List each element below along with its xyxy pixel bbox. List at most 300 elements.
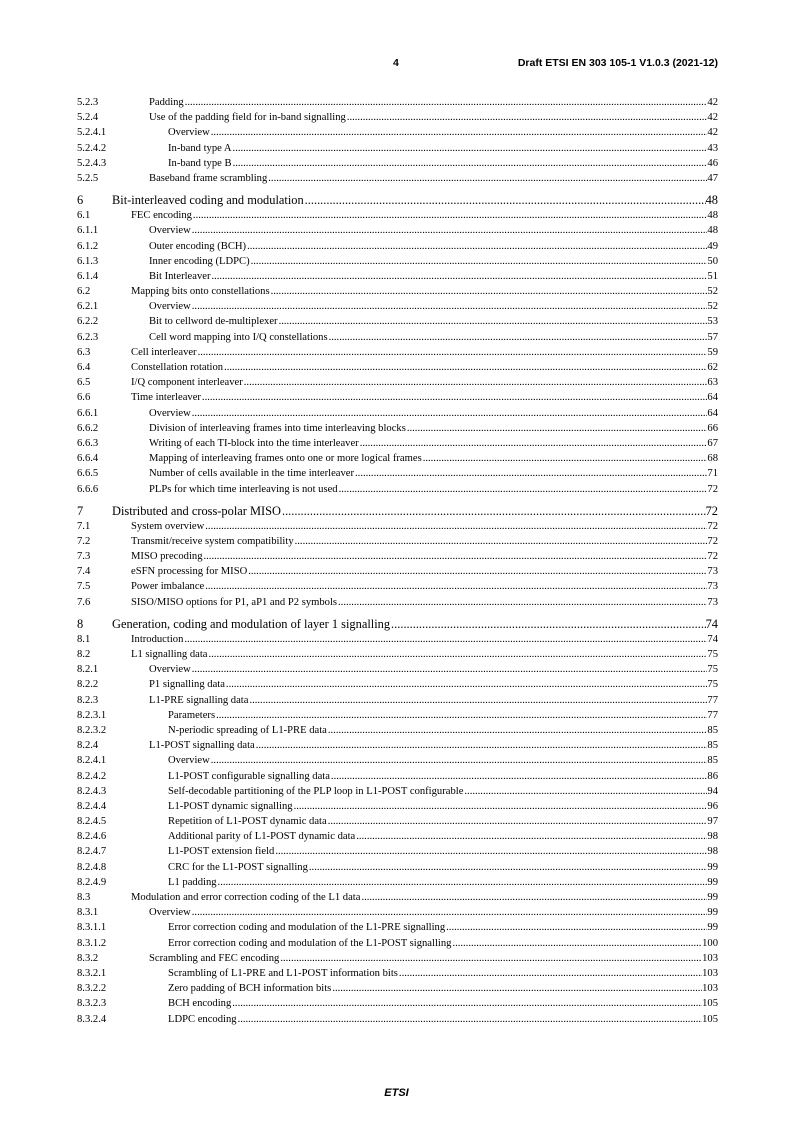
toc-page-number: 71 xyxy=(707,468,718,480)
toc-section-title: CRC for the L1-POST signalling xyxy=(168,861,308,873)
toc-entry[interactable] xyxy=(77,223,718,238)
toc-section-number: 6.2.1 xyxy=(77,301,99,313)
toc-section-title: BCH encoding xyxy=(168,998,232,1010)
toc-section-number: 6.2.3 xyxy=(77,331,99,343)
toc-page-number: 99 xyxy=(707,892,718,903)
toc-dot-leader xyxy=(192,406,708,421)
toc-page-number: 42 xyxy=(707,112,718,124)
toc-section-number: 6 xyxy=(77,193,84,208)
toc-section-title: Inner encoding (LDPC) xyxy=(149,255,250,267)
toc-page-number: 73 xyxy=(707,566,718,578)
toc-section-number: 6.6.4 xyxy=(77,453,99,465)
toc-entry[interactable] xyxy=(77,579,718,594)
toc-dot-leader xyxy=(338,595,707,610)
toc-dot-leader xyxy=(331,769,707,784)
toc-page-number: 68 xyxy=(707,453,718,465)
toc-section-title: Division of interleaving frames into time interleaving blocks xyxy=(149,422,406,434)
toc-section-number: 8.2 xyxy=(77,649,91,660)
toc-entry[interactable] xyxy=(77,549,718,564)
toc-section-title: Parameters xyxy=(168,709,216,721)
toc-section-number: 8.2.4.8 xyxy=(77,861,107,873)
toc-entry[interactable] xyxy=(77,421,718,436)
toc-section-number: 6.6.5 xyxy=(77,468,99,480)
toc-page-number: 66 xyxy=(707,422,718,434)
toc-dot-leader xyxy=(192,662,708,677)
toc-page-number: 57 xyxy=(707,331,718,343)
toc-page-number: 43 xyxy=(707,142,718,154)
toc-dot-leader xyxy=(249,693,707,708)
toc-section-title: Number of cells available in the time interleaver xyxy=(149,468,355,480)
toc-section-title: SISO/MISO options for P1, aP1 and P2 symbols xyxy=(131,596,338,608)
toc-section-title: Zero padding of BCH information bits xyxy=(168,983,332,995)
toc-dot-leader xyxy=(452,936,702,951)
toc-section-number: 6.1.4 xyxy=(77,270,99,282)
toc-section-number: 8.2.4.5 xyxy=(77,816,107,828)
toc-dot-leader xyxy=(329,330,708,345)
toc-section-title: Cell interleaver xyxy=(131,346,197,358)
toc-dot-leader xyxy=(232,996,702,1011)
toc-page-number: 52 xyxy=(707,286,718,298)
toc-section-title: Scrambling and FEC encoding xyxy=(149,952,280,964)
toc-entry[interactable] xyxy=(77,156,718,171)
toc-entry[interactable] xyxy=(77,769,718,784)
toc-section-title: Overview xyxy=(149,301,191,313)
toc-page-number: 105 xyxy=(702,998,718,1010)
toc-page-number: 52 xyxy=(707,301,718,313)
toc-dot-leader xyxy=(192,223,708,238)
toc-dot-leader xyxy=(233,141,708,156)
toc-section-title: FEC encoding xyxy=(131,210,192,222)
toc-dot-leader xyxy=(280,951,702,966)
toc-entry[interactable] xyxy=(77,110,718,125)
toc-section-title: I/Q component interleaver xyxy=(131,377,243,389)
toc-section-title: Scrambling of L1-PRE and L1-POST information bits xyxy=(168,967,398,979)
toc-section-title: Error correction coding and modulation of the L1-POST signalling xyxy=(168,937,452,949)
toc-entry[interactable] xyxy=(77,466,718,481)
toc-entry[interactable] xyxy=(77,632,718,647)
toc-dot-leader xyxy=(275,844,707,859)
toc-entry[interactable] xyxy=(77,723,718,738)
toc-entry[interactable] xyxy=(77,171,718,186)
toc-page-number: 42 xyxy=(707,127,718,139)
toc-section-title: Padding xyxy=(149,97,184,108)
toc-section-number: 5.2.4.3 xyxy=(77,157,107,169)
toc-section-number: 8.3.2.2 xyxy=(77,983,107,995)
toc-page-number: 48 xyxy=(707,210,718,222)
toc-dot-leader xyxy=(391,616,706,632)
toc-entry[interactable] xyxy=(77,738,718,753)
toc-page-number: 72 xyxy=(707,520,718,532)
toc-entry[interactable] xyxy=(77,890,718,905)
toc-page-number: 77 xyxy=(707,709,718,721)
toc-section-number: 8.3.1.1 xyxy=(77,922,107,934)
toc-entry[interactable] xyxy=(77,269,718,284)
toc-dot-leader xyxy=(446,920,707,935)
toc-entry[interactable] xyxy=(77,564,718,579)
toc-dot-leader xyxy=(244,375,708,390)
toc-section-title: Bit Interleaver xyxy=(149,270,211,282)
toc-section-title: Time interleaver xyxy=(131,392,201,404)
toc-page-number: 62 xyxy=(707,362,718,373)
toc-section-title: Generation, coding and modulation of layer 1 signalling xyxy=(112,616,391,631)
toc-section-title: L1-POST extension field xyxy=(168,846,275,858)
toc-section-number: 6.1 xyxy=(77,210,91,222)
toc-section-title: N-periodic spreading of L1-PRE data xyxy=(168,724,327,736)
toc-entry[interactable] xyxy=(77,375,718,390)
toc-entry[interactable] xyxy=(77,905,718,920)
toc-page-number: 53 xyxy=(707,316,718,328)
toc-entry[interactable] xyxy=(77,239,718,254)
toc-section-number: 8.2.4.2 xyxy=(77,770,107,782)
toc-dot-leader xyxy=(248,564,707,579)
toc-entry[interactable] xyxy=(77,662,718,677)
toc-entry[interactable] xyxy=(77,345,718,360)
toc-entry[interactable] xyxy=(77,951,718,966)
toc-dot-leader xyxy=(294,799,708,814)
toc-entry[interactable] xyxy=(77,693,718,708)
toc-section-number: 7 xyxy=(77,503,84,518)
toc-page-number: 85 xyxy=(707,755,718,767)
toc-section-title: Modulation and error correction coding of the L1 data xyxy=(131,892,361,903)
toc-section-title: P1 signalling data xyxy=(149,679,225,691)
toc-section-title: LDPC encoding xyxy=(168,1013,237,1025)
toc-dot-leader xyxy=(328,723,708,738)
toc-section-title: Overview xyxy=(149,664,191,676)
toc-section-title: Writing of each TI-block into the time interleaver xyxy=(149,437,359,449)
toc-section-number: 7.6 xyxy=(77,596,91,608)
toc-entry[interactable] xyxy=(77,284,718,299)
toc-section-title: Overview xyxy=(168,127,210,139)
toc-page-number: 85 xyxy=(707,740,718,752)
toc-entry[interactable] xyxy=(77,1012,718,1027)
toc-dot-leader xyxy=(282,503,706,519)
toc-section-title: eSFN processing for MISO xyxy=(131,566,248,578)
toc-section-number: 6.1.3 xyxy=(77,255,99,267)
toc-entry[interactable] xyxy=(77,360,718,375)
toc-section-title: Use of the padding field for in-band signalling xyxy=(149,112,346,124)
toc-page-number: 64 xyxy=(707,392,718,404)
toc-section-number: 8.3.2 xyxy=(77,952,99,964)
toc-dot-leader xyxy=(211,125,708,140)
page-number: 4 xyxy=(393,57,399,69)
toc-entry[interactable] xyxy=(77,647,718,662)
toc-section-title: Overview xyxy=(149,907,191,919)
toc-section-number: 6.2.2 xyxy=(77,316,99,328)
toc-dot-leader xyxy=(268,171,707,186)
toc-page-number: 99 xyxy=(707,876,718,888)
toc-section-number: 6.6.1 xyxy=(77,407,99,419)
toc-page-number: 97 xyxy=(707,816,718,828)
toc-page-number: 100 xyxy=(702,937,718,949)
toc-section-title: Additional parity of L1-POST dynamic data xyxy=(168,831,356,843)
toc-section-title: System overview xyxy=(131,520,205,532)
toc-dot-leader xyxy=(361,890,707,905)
toc-dot-leader xyxy=(251,254,708,269)
toc-entry[interactable] xyxy=(77,451,718,466)
toc-section-title: L1-POST configurable signalling data xyxy=(168,770,330,782)
toc-entry[interactable] xyxy=(77,390,718,405)
toc-page-number: 51 xyxy=(707,270,718,282)
toc-section-title: Transmit/receive system compatibility xyxy=(131,535,294,547)
toc-dot-leader xyxy=(464,784,707,799)
toc-section-number: 8.3.1.2 xyxy=(77,937,107,949)
toc-section-number: 8.2.1 xyxy=(77,664,99,676)
toc-entry[interactable] xyxy=(77,784,718,799)
toc-section-number: 8.3.2.4 xyxy=(77,1013,107,1025)
toc-page-number: 72 xyxy=(707,551,718,563)
toc-section-number: 7.5 xyxy=(77,581,91,593)
toc-page-number: 94 xyxy=(707,785,718,797)
toc-dot-leader xyxy=(192,905,708,920)
toc-entry[interactable] xyxy=(77,844,718,859)
toc-section-title: Outer encoding (BCH) xyxy=(149,240,247,252)
toc-entry[interactable] xyxy=(77,814,718,829)
toc-section-number: 8.2.3.1 xyxy=(77,709,107,721)
toc-page-number: 86 xyxy=(707,770,718,782)
toc-section-number: 8.2.4.7 xyxy=(77,846,107,858)
toc-page-number: 105 xyxy=(702,1013,718,1025)
toc-section-title: L1-POST dynamic signalling xyxy=(168,800,293,812)
toc-entry[interactable] xyxy=(77,595,718,610)
toc-page-number: 72 xyxy=(707,483,718,495)
toc-dot-leader xyxy=(279,314,708,329)
toc-dot-leader xyxy=(271,284,708,299)
toc-entry[interactable] xyxy=(77,829,718,844)
toc-page-number: 99 xyxy=(707,861,718,873)
document-id: Draft ETSI EN 303 105-1 V1.0.3 (2021-12) xyxy=(517,57,718,69)
toc-section-title: In-band type A xyxy=(168,142,232,154)
toc-section-title: Introduction xyxy=(131,633,184,645)
toc-dot-leader xyxy=(205,579,707,594)
toc-page-number: 49 xyxy=(707,240,718,252)
toc-dot-leader xyxy=(332,981,702,996)
toc-dot-leader xyxy=(204,549,708,564)
toc-page-number: 75 xyxy=(707,649,718,660)
toc-dot-leader xyxy=(355,466,707,481)
toc-section-title: Error correction coding and modulation of the L1-PRE signalling xyxy=(168,922,446,934)
toc-section-title: Self-decodable partitioning of the PLP loop in L1-POST configurable xyxy=(168,785,464,797)
toc-section-number: 8.3.2.1 xyxy=(77,967,107,979)
toc-page-number: 103 xyxy=(702,967,718,979)
toc-dot-leader xyxy=(216,708,707,723)
toc-section-title: L1 signalling data xyxy=(131,649,208,660)
toc-entry[interactable] xyxy=(77,330,718,345)
toc-section-number: 7.4 xyxy=(77,566,91,578)
toc-section-title: MISO precoding xyxy=(131,551,203,563)
toc-page-number: 74 xyxy=(707,633,718,645)
toc-section-title: Power imbalance xyxy=(131,581,205,593)
toc-section-number: 5.2.3 xyxy=(77,97,99,108)
toc-section-title: In-band type B xyxy=(168,157,232,169)
toc-section-number: 8.2.3 xyxy=(77,694,99,706)
toc-dot-leader xyxy=(339,482,708,497)
toc-section-title: Constellation rotation xyxy=(131,362,224,373)
toc-section-title: Overview xyxy=(149,407,191,419)
toc-page-number: 75 xyxy=(707,679,718,691)
toc-entry[interactable] xyxy=(77,519,718,534)
toc-entry[interactable] xyxy=(77,920,718,935)
toc-section-number: 8.2.4.3 xyxy=(77,785,107,797)
toc-page-number: 99 xyxy=(707,922,718,934)
toc-page-number: 98 xyxy=(707,846,718,858)
toc-entry[interactable] xyxy=(77,534,718,549)
toc-section-number: 5.2.4 xyxy=(77,112,99,124)
toc-dot-leader xyxy=(247,239,707,254)
toc-page-number: 96 xyxy=(707,800,718,812)
toc-entry[interactable] xyxy=(77,753,718,768)
toc-section-number: 5.2.4.1 xyxy=(77,127,107,139)
toc-dot-leader xyxy=(356,829,707,844)
toc-entry[interactable] xyxy=(77,966,718,981)
toc-page-number: 59 xyxy=(707,346,718,358)
toc-section-number: 8.2.2 xyxy=(77,679,99,691)
toc-dot-leader xyxy=(193,208,707,223)
toc-dot-leader xyxy=(224,360,707,375)
toc-dot-leader xyxy=(309,860,708,875)
toc-entry[interactable] xyxy=(77,192,718,208)
toc-section-title: Mapping bits onto constellations xyxy=(131,286,270,298)
table-of-contents xyxy=(77,95,718,1027)
toc-entry[interactable] xyxy=(77,254,718,269)
toc-entry[interactable] xyxy=(77,125,718,140)
toc-dot-leader xyxy=(205,519,707,534)
toc-dot-leader xyxy=(211,753,708,768)
toc-dot-leader xyxy=(423,451,708,466)
toc-section-number: 6.3 xyxy=(77,346,91,358)
toc-page-number: 64 xyxy=(707,407,718,419)
toc-section-number: 6.6.2 xyxy=(77,422,99,434)
toc-section-number: 6.2 xyxy=(77,286,91,298)
toc-section-title: Distributed and cross-polar MISO xyxy=(112,503,281,518)
toc-dot-leader xyxy=(360,436,708,451)
toc-entry[interactable] xyxy=(77,482,718,497)
toc-page-number: 99 xyxy=(707,907,718,919)
toc-page-number: 46 xyxy=(707,157,718,169)
toc-entry[interactable] xyxy=(77,141,718,156)
toc-section-number: 6.6 xyxy=(77,392,91,404)
toc-section-title: Cell word mapping into I/Q constellations xyxy=(149,331,328,343)
toc-entry[interactable] xyxy=(77,406,718,421)
toc-page-number: 73 xyxy=(707,596,718,608)
footer-etsi: ETSI xyxy=(384,1087,409,1099)
toc-section-number: 6.6.3 xyxy=(77,437,99,449)
toc-section-number: 6.1.2 xyxy=(77,240,99,252)
toc-entry[interactable] xyxy=(77,708,718,723)
toc-dot-leader xyxy=(185,95,708,110)
toc-section-number: 8 xyxy=(77,616,84,631)
toc-entry[interactable] xyxy=(77,677,718,692)
toc-dot-leader xyxy=(202,390,707,405)
toc-section-title: Overview xyxy=(149,225,191,237)
toc-section-number: 8.1 xyxy=(77,633,91,645)
toc-entry[interactable] xyxy=(77,616,718,632)
toc-page-number: 77 xyxy=(707,694,718,706)
toc-entry[interactable] xyxy=(77,996,718,1011)
toc-section-number: 6.4 xyxy=(77,362,91,373)
toc-entry[interactable] xyxy=(77,314,718,329)
toc-section-title: L1-PRE signalling data xyxy=(149,694,249,706)
toc-dot-leader xyxy=(238,1012,703,1027)
toc-dot-leader xyxy=(192,299,708,314)
toc-page-number: 98 xyxy=(707,831,718,843)
toc-page-number: 42 xyxy=(707,97,718,108)
toc-dot-leader xyxy=(407,421,708,436)
toc-section-number: 8.2.3.2 xyxy=(77,724,107,736)
toc-page-number: 103 xyxy=(702,983,718,995)
toc-section-title: Mapping of interleaving frames onto one or more logical frames xyxy=(149,453,422,465)
toc-section-title: Baseband frame scrambling xyxy=(149,172,268,184)
toc-section-number: 8.3.2.3 xyxy=(77,998,107,1010)
toc-page-number: 74 xyxy=(705,616,718,631)
toc-entry[interactable] xyxy=(77,436,718,451)
toc-section-number: 5.2.5 xyxy=(77,172,99,184)
toc-section-title: Bit-interleaved coding and modulation xyxy=(112,193,304,208)
toc-page-number: 48 xyxy=(705,193,718,208)
toc-section-title: PLPs for which time interleaving is not used xyxy=(149,483,338,495)
toc-section-title: Overview xyxy=(168,755,210,767)
toc-dot-leader xyxy=(399,966,702,981)
toc-dot-leader xyxy=(295,534,708,549)
toc-page-number: 73 xyxy=(707,581,718,593)
toc-section-number: 8.3 xyxy=(77,892,91,903)
toc-section-number: 7.1 xyxy=(77,520,91,532)
toc-entry[interactable] xyxy=(77,95,718,110)
toc-entry[interactable] xyxy=(77,875,718,890)
toc-entry[interactable] xyxy=(77,860,718,875)
toc-entry[interactable] xyxy=(77,208,718,223)
toc-entry[interactable] xyxy=(77,299,718,314)
toc-entry[interactable] xyxy=(77,936,718,951)
toc-section-title: L1 padding xyxy=(168,876,217,888)
toc-section-number: 8.2.4.1 xyxy=(77,755,107,767)
toc-page-number: 85 xyxy=(707,724,718,736)
toc-page-number: 67 xyxy=(707,437,718,449)
toc-section-number: 8.2.4.4 xyxy=(77,800,107,812)
toc-dot-leader xyxy=(347,110,708,125)
toc-page-number: 47 xyxy=(707,172,718,184)
toc-section-title: Bit to cellword de-multiplexer xyxy=(149,316,278,328)
toc-section-number: 5.2.4.2 xyxy=(77,142,107,154)
toc-dot-leader xyxy=(211,269,707,284)
toc-section-number: 8.3.1 xyxy=(77,907,99,919)
toc-dot-leader xyxy=(184,632,707,647)
toc-page-number: 103 xyxy=(702,952,718,964)
toc-page-number: 72 xyxy=(705,503,718,518)
toc-page-number: 75 xyxy=(707,664,718,676)
toc-section-number: 6.6.6 xyxy=(77,483,99,495)
toc-section-number: 7.2 xyxy=(77,535,91,547)
toc-section-number: 6.1.1 xyxy=(77,225,99,237)
toc-page-number: 50 xyxy=(707,255,718,267)
toc-dot-leader xyxy=(305,192,706,208)
toc-entry[interactable] xyxy=(77,799,718,814)
toc-dot-leader xyxy=(209,647,708,662)
toc-dot-leader xyxy=(198,345,708,360)
toc-section-number: 8.2.4.6 xyxy=(77,831,107,843)
toc-dot-leader xyxy=(233,156,708,171)
toc-entry[interactable] xyxy=(77,981,718,996)
toc-dot-leader xyxy=(218,875,708,890)
toc-dot-leader xyxy=(226,677,707,692)
toc-page-number: 48 xyxy=(707,225,718,237)
toc-dot-leader xyxy=(328,814,708,829)
toc-section-number: 8.2.4.9 xyxy=(77,876,107,888)
toc-page-number: 72 xyxy=(707,535,718,547)
toc-page-number: 63 xyxy=(707,377,718,389)
toc-entry[interactable] xyxy=(77,503,718,519)
toc-section-title: L1-POST signalling data xyxy=(149,740,255,752)
toc-section-number: 7.3 xyxy=(77,551,91,563)
